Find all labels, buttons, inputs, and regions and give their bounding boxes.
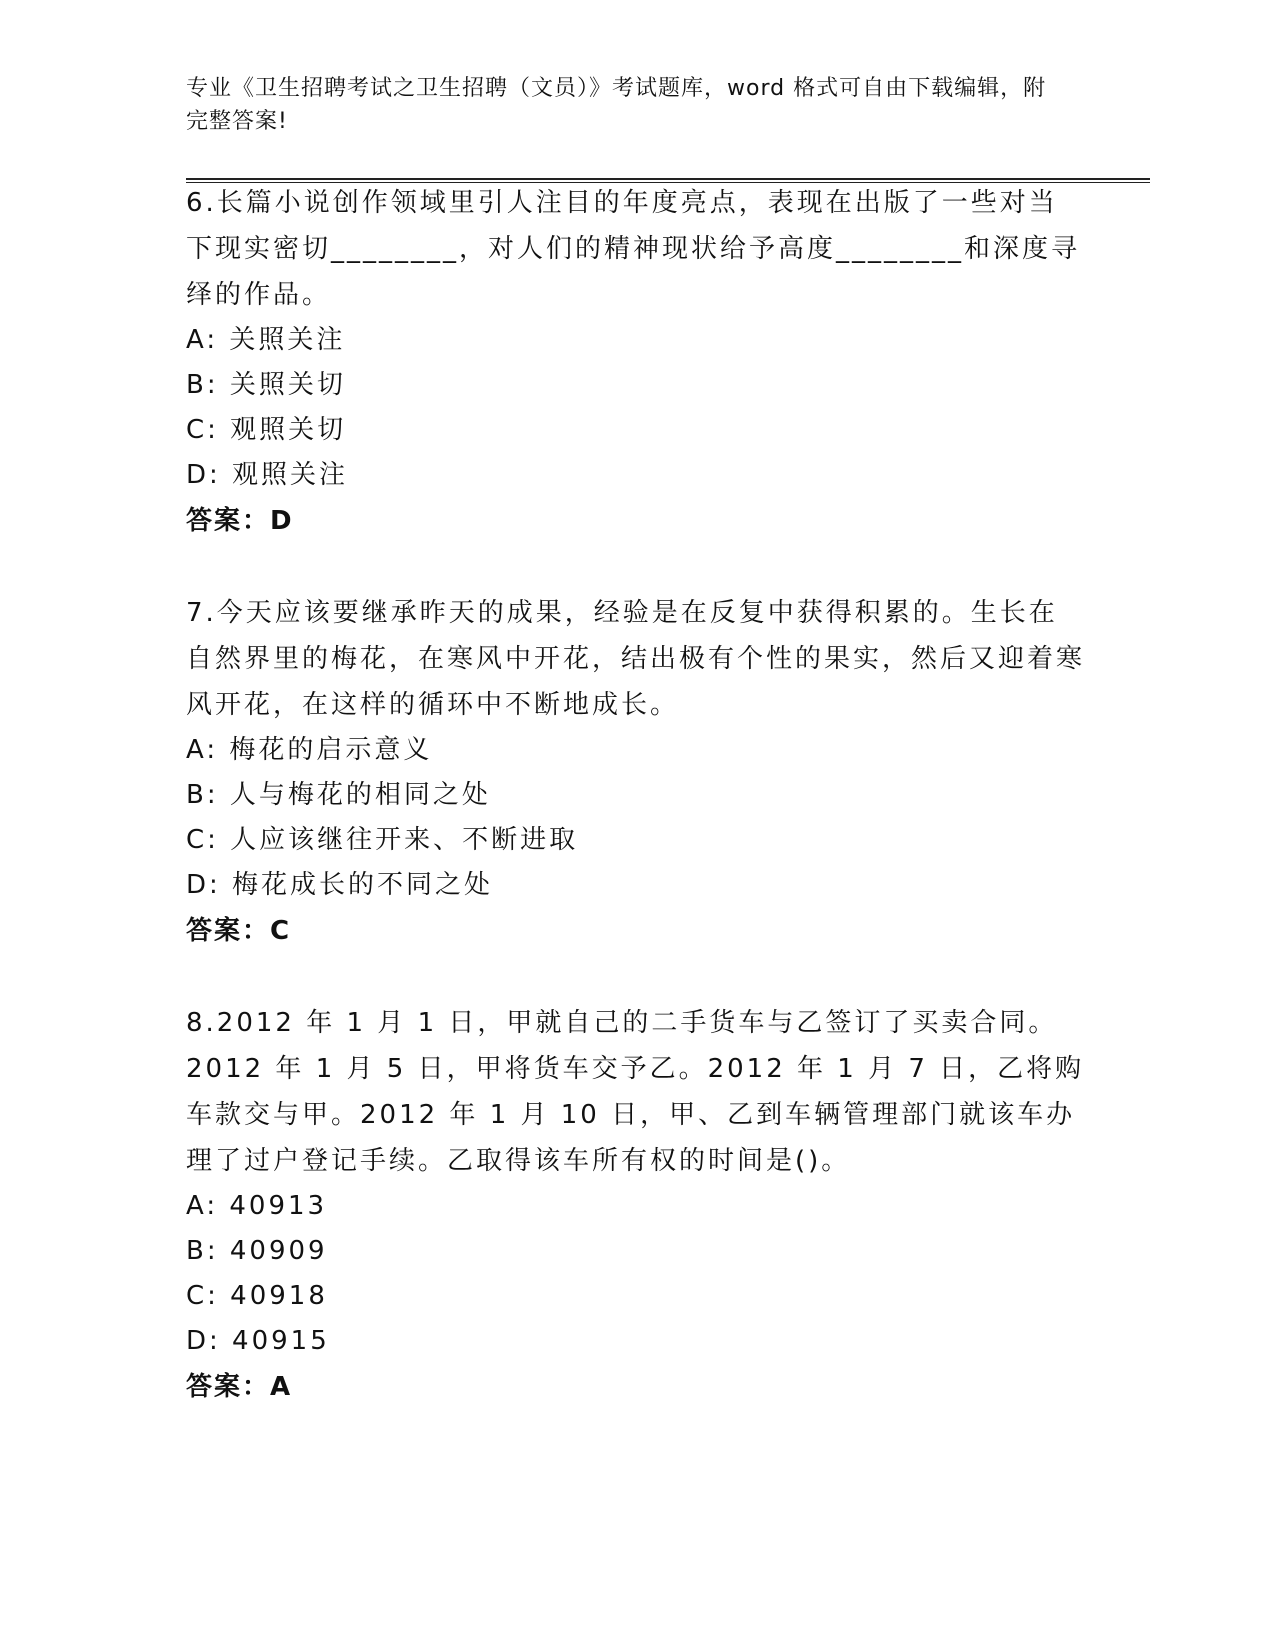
question-6 [186, 180, 1086, 544]
question-7 [186, 590, 1086, 954]
answer: 答案：D [186, 506, 294, 536]
option-c: C: 人应该继往开来、不断进取 [186, 825, 579, 855]
option-b: B: 人与梅花的相同之处 [186, 780, 491, 810]
question-8 [186, 1000, 1086, 1410]
option-b: B: 40909 [186, 1236, 328, 1266]
option-d: D: 梅花成长的不同之处 [186, 870, 494, 900]
document-header: 专业《卫生招聘考试之卫生招聘（文员）》考试题库，word 格式可自由下载编辑，附完整答案! [186, 76, 1047, 134]
answer: 答案：C [186, 916, 292, 946]
answer: 答案：A [186, 1372, 293, 1402]
option-a: A: 关照关注 [186, 325, 346, 355]
option-d: D: 观照关注 [186, 460, 349, 490]
question-stem: 6.长篇小说创作领域里引人注目的年度亮点，表现在出版了一些对当下现实密切________，对人们的精神现状给予高度________和深度寻绎的作品。 [186, 188, 1081, 310]
question-stem: 7.今天应该要继承昨天的成果，经验是在反复中获得积累的。生长在自然界里的梅花，在寒风中开花，结出极有个性的果实，然后又迎着寒风开花，在这样的循环中不断地成长。 [186, 598, 1086, 720]
option-c: C: 观照关切 [186, 415, 347, 445]
option-a: A: 40913 [186, 1191, 328, 1221]
option-b: B: 关照关切 [186, 370, 346, 400]
option-c: C: 40918 [186, 1281, 328, 1311]
question-stem: 8.2012 年 1 月 1 日，甲就自己的二手货车与乙签订了买卖合同。2012 年 1 月 5 日，甲将货车交予乙。2012 年 1 月 7 日，乙将购车款交与甲。2012 年 1 月 10 日，甲、乙到车辆管理部门就该车办理了过户登记手续。乙取得该车所有权的时间是()。 [186, 1008, 1085, 1176]
option-a: A: 梅花的启示意义 [186, 735, 433, 765]
option-d: D: 40915 [186, 1326, 330, 1356]
